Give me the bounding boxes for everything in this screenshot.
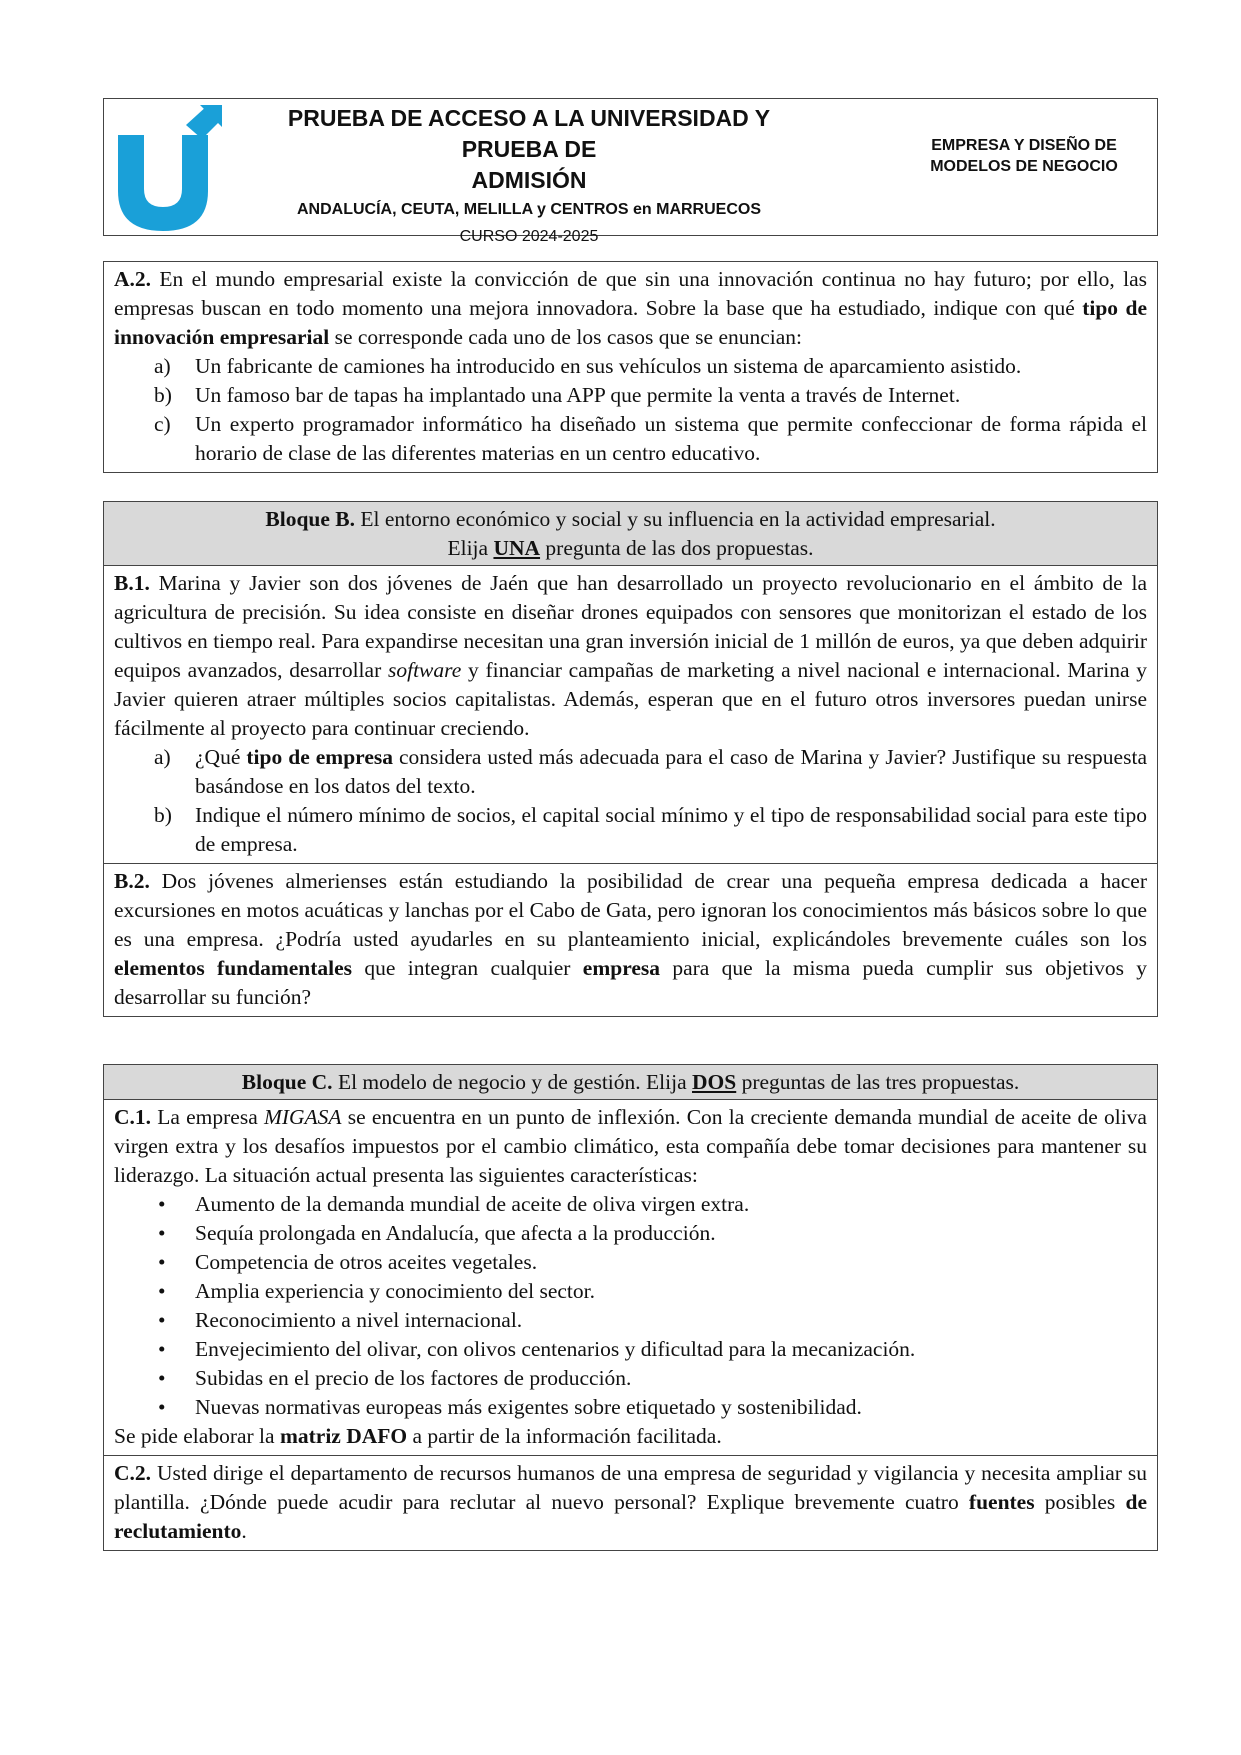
list-item: a) Un fabricante de camiones ha introducido en sus vehículos un sistema de aparcamiento asistido.	[154, 354, 1022, 378]
question-c1	[104, 1100, 1157, 1455]
list-item: • Subidas en el precio de los factores de producción.	[158, 1366, 632, 1390]
list-item: • Aumento de la demanda mundial de aceite de oliva virgen extra.	[158, 1192, 750, 1216]
block-b-header: Bloque B. El entorno económico y social y su influencia en la actividad empresarial. Elija UNA pregunta de las dos propuestas.	[104, 502, 1157, 566]
exam-title-line1: PRUEBA DE ACCESO A LA UNIVERSIDAD Y PRUEBA DE	[287, 105, 771, 162]
list-item: • Envejecimiento del olivar, con olivos centenarios y dificultad para la mecanización.	[158, 1337, 916, 1361]
list-item: • Sequía prolongada en Andalucía, que afecta a la producción.	[158, 1221, 716, 1245]
list-item: b) Indique el número mínimo de socios, el capital social mínimo y el tipo de responsabilidad social para este tipo de empresa.	[154, 803, 1147, 856]
question-c2	[104, 1455, 1157, 1550]
b2-text: B.2. Dos jóvenes almerienses están estudiando la posibilidad de crear una pequeña empresa dedicada a hacer excursiones en motos acuáticas y lanchas por el Cabo de Gata, pero ignoran los conocimientos más básicos sobre lo que es una empresa. ¿Podría usted ayudarles en su planteamiento inicial, explicándoles brevemente cuáles son los elementos fundamentales que integran cualquier empresa para que la misma pueda cumplir sus objetivos y desarrollar su función?	[114, 869, 1147, 1009]
question-a2-box	[103, 261, 1158, 473]
exam-subject	[909, 135, 1139, 177]
block-c-header: Bloque C. El modelo de negocio y de gestión. Elija DOS preguntas de las tres propuestas.	[104, 1065, 1157, 1100]
list-item: • Reconocimiento a nivel internacional.	[158, 1308, 523, 1332]
b1-text: B.1. Marina y Javier son dos jóvenes de Jaén que han desarrollado un proyecto revolucionario en el ámbito de la agricultura de precisión. Su idea consiste en diseñar drones equipados con sensores que monitorizan el estado de los cultivos en tiempo real. Para expandirse necesitan una gran inversión inicial de 1 millón de euros, ya que deben adquirir equipos avanzados, desarrollar software y financiar campañas de marketing a nivel nacional e internacional. Marina y Javier quieren atraer múltiples socios capitalistas. Además, esperan que en el futuro otros inversores puedan unirse fácilmente al proyecto para continuar creciendo.	[114, 571, 1148, 740]
subject-line2: MODELOS DE NEGOCIO	[930, 158, 1118, 175]
b1-label: B.1.	[114, 571, 150, 595]
question-b2	[104, 863, 1157, 1016]
list-item: • Competencia de otros aceites vegetales.	[158, 1250, 538, 1274]
list-item: • Nuevas normativas europeas más exigentes sobre etiquetado y sostenibilidad.	[158, 1395, 862, 1419]
exam-region: ANDALUCÍA, CEUTA, MELILLA y CENTROS en MARRUECOS	[297, 201, 761, 218]
list-item: c) Un experto programador informático ha diseñado un sistema que permite confeccionar de forma rápida el horario de clase de las diferentes materias en un centro educativo.	[154, 412, 1147, 465]
c1-request: Se pide elaborar la matriz DAFO a partir de la información facilitada.	[114, 1424, 722, 1448]
c1-text: C.1. La empresa MIGASA se encuentra en un punto de inflexión. Con la creciente demanda mundial de aceite de oliva virgen extra y los desafíos impuestos por el cambio climático, esta compañía debe tomar decisiones para mantener su liderazgo. La situación actual presenta las siguientes características:	[114, 1105, 1147, 1187]
a2-intro: A.2. En el mundo empresarial existe la convicción de que sin una innovación continua no hay futuro; por ello, las empresas buscan en todo momento una mejora innovadora. Sobre la base que ha estudiado, indique con qué tipo de innovación empresarial se corresponde cada uno de los casos que se enuncian:	[114, 267, 1147, 349]
question-b1	[104, 566, 1157, 863]
a2-label: A.2.	[114, 267, 152, 291]
exam-title-line2: ADMISIÓN	[471, 167, 587, 193]
a2-case-list	[114, 352, 1147, 468]
subject-line1: EMPRESA Y DISEÑO DE	[931, 137, 1117, 154]
list-item: a) ¿Qué tipo de empresa considera usted más adecuada para el caso de Marina y Javier? Justifique su respuesta basándose en los datos del texto.	[154, 745, 1147, 798]
block-c-box	[103, 1064, 1158, 1551]
b2-label: B.2.	[114, 869, 150, 893]
exam-header	[103, 98, 1158, 245]
b1-subquestions	[114, 743, 1147, 859]
list-item: • Amplia experiencia y conocimiento del sector.	[158, 1279, 595, 1303]
c1-characteristics-list	[114, 1190, 1147, 1422]
header-title-block	[254, 103, 804, 247]
c2-label: C.2.	[114, 1461, 152, 1485]
c2-text: C.2. Usted dirige el departamento de recursos humanos de una empresa de seguridad y vigilancia y necesita ampliar su plantilla. ¿Dónde puede acudir para reclutar al nuevo personal? Explique brevemente cuatro fuentes posibles de reclutamiento.	[114, 1461, 1147, 1543]
university-logo-icon	[110, 103, 228, 231]
block-b-box	[103, 501, 1158, 1017]
exam-course: CURSO 2024-2025	[459, 228, 599, 245]
list-item: b) Un famoso bar de tapas ha implantado una APP que permite la venta a través de Internet.	[154, 383, 961, 407]
question-a2	[104, 262, 1157, 472]
c1-label: C.1.	[114, 1105, 152, 1129]
